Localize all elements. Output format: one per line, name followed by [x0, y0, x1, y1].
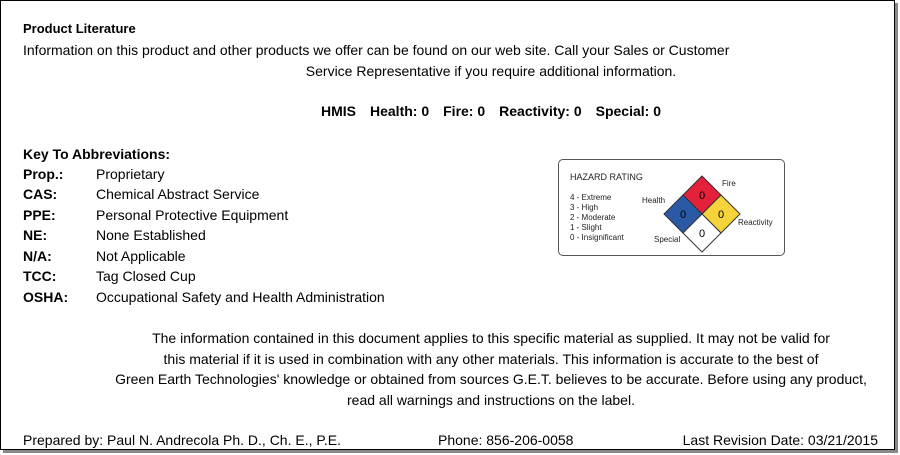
hazard-rating-panel — [558, 159, 785, 256]
abbreviation-meaning: Not Applicable — [96, 248, 186, 264]
hmis-health: Health: 0 — [370, 103, 430, 119]
abbreviation-meaning: Occupational Safety and Health Administration — [96, 289, 385, 305]
abbreviations-heading: Key To Abbreviations: — [23, 146, 171, 162]
disclaimer-line-2: this material if it is used in combination with any other materials. This information is accurate to the best of — [163, 351, 819, 367]
health-label: Health — [642, 196, 666, 205]
abbreviation-code: NE: — [23, 227, 48, 243]
prepared-by: Prepared by: Paul N. Andrecola Ph. D., Ch. E., P.E. — [23, 432, 342, 448]
reactivity-value: 0 — [717, 209, 725, 221]
disclaimer-line-1: The information contained in this document applies to this specific material as supplied. It may not be valid for — [152, 330, 830, 346]
reactivity-label: Reactivity — [738, 218, 773, 227]
abbreviation-code: OSHA: — [23, 289, 69, 305]
hmis-special: Special: 0 — [595, 103, 661, 119]
hazard-scale-item: 3 - High — [570, 203, 599, 212]
abbreviation-code: CAS: — [23, 186, 58, 202]
disclaimer-line-4: read all warnings and instructions on the label. — [347, 392, 635, 408]
abbreviation-meaning: Proprietary — [96, 166, 165, 182]
fire-label: Fire — [722, 179, 736, 188]
hazard-rating-title: HAZARD RATING — [570, 172, 643, 182]
last-revision-date: Last Revision Date: 03/21/2015 — [682, 432, 878, 448]
hazard-scale-item: 1 - Slight — [570, 223, 602, 232]
hmis-reactivity: Reactivity: 0 — [499, 103, 582, 119]
abbreviation-meaning: Chemical Abstract Service — [96, 186, 260, 202]
hazard-scale-item: 4 - Extreme — [570, 193, 612, 202]
abbreviation-meaning: Tag Closed Cup — [96, 268, 196, 284]
product-literature-line-2: Service Representative if you require additional information. — [305, 63, 677, 79]
special-label: Special — [654, 235, 681, 244]
health-value: 0 — [679, 209, 687, 221]
abbreviation-meaning: None Established — [96, 227, 206, 243]
phone-number: Phone: 856-206-0058 — [438, 432, 574, 448]
hazard-scale-item: 2 - Moderate — [570, 213, 616, 222]
special-value: 0 — [698, 228, 706, 240]
hmis-label: HMIS — [321, 103, 356, 119]
hmis-fire: Fire: 0 — [443, 103, 486, 119]
abbreviation-meaning: Personal Protective Equipment — [96, 207, 289, 223]
abbreviation-code: Prop.: — [23, 166, 64, 182]
hazard-scale-item: 0 - Insignificant — [570, 233, 624, 242]
abbreviation-code: TCC: — [23, 268, 57, 284]
product-literature-line-1: Information on this product and other products we offer can be found on our web site. Call your Sales or Customer — [23, 42, 730, 58]
fire-value: 0 — [698, 190, 706, 202]
product-literature-heading: Product Literature — [23, 21, 136, 36]
hmis-ratings — [1, 102, 900, 120]
disclaimer-line-3: Green Earth Technologies' knowledge or obtained from sources G.E.T. believes to be accurate. Before using any product, — [115, 371, 867, 387]
abbreviation-code: N/A: — [23, 248, 52, 264]
abbreviation-code: PPE: — [23, 207, 56, 223]
